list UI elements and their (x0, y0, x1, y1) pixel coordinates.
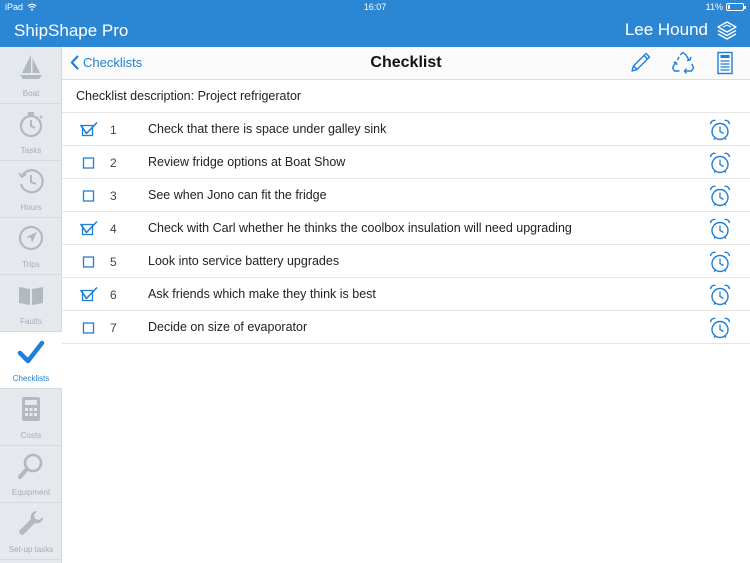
unchecked-checkbox-icon[interactable] (80, 319, 98, 337)
sidebar-label-checklists: Checklists (12, 374, 50, 383)
magnifier-icon (17, 452, 45, 480)
item-number: 1 (110, 123, 117, 137)
sidebar (0, 47, 62, 563)
sidebar-label-costs: Costs (20, 431, 42, 440)
battery-percent: 11% (705, 2, 723, 12)
checklist-row[interactable] (62, 245, 750, 278)
nav-bar (62, 47, 750, 80)
unchecked-checkbox-icon[interactable] (80, 154, 98, 172)
sidebar-label-hours: Hours (20, 203, 42, 212)
item-text: Ask friends which make they think is best (148, 287, 376, 301)
wrench-icon (17, 509, 45, 537)
battery-icon (726, 3, 744, 11)
open-book-icon (17, 281, 45, 309)
main-content (62, 47, 750, 563)
alarm-clock-icon[interactable] (708, 316, 732, 340)
checklist-row[interactable] (62, 146, 750, 179)
checklist-row[interactable] (62, 113, 750, 146)
item-text: Check that there is space under galley sink (148, 122, 387, 136)
user-account-button[interactable] (625, 20, 738, 40)
app-header (0, 14, 750, 47)
checklist-items (62, 113, 750, 344)
alarm-clock-icon[interactable] (708, 184, 732, 208)
checklist-row[interactable] (62, 179, 750, 212)
device-label: iPad (5, 2, 24, 12)
item-number: 3 (110, 189, 117, 203)
compass-arrow-icon (17, 224, 45, 252)
item-number: 4 (110, 222, 117, 236)
unchecked-checkbox-icon[interactable] (80, 253, 98, 271)
sidebar-item-faults[interactable] (0, 275, 62, 332)
sidebar-label-equipment: Equipment (11, 488, 51, 497)
back-button[interactable] (70, 55, 142, 70)
checklist-row[interactable] (62, 278, 750, 311)
item-number: 6 (110, 288, 117, 302)
calculator-icon (17, 395, 45, 423)
item-text: Look into service battery upgrades (148, 254, 340, 268)
item-text: Decide on size of evaporator (148, 320, 308, 334)
sidebar-item-tasks[interactable] (0, 104, 62, 161)
battery-fill (728, 5, 730, 9)
sidebar-item-equipment[interactable] (0, 446, 62, 503)
checklist-row[interactable] (62, 311, 750, 344)
checked-checkbox-icon[interactable] (80, 220, 98, 238)
checklist-description: Checklist description: Project refrigerator (62, 80, 750, 113)
back-button-label: Checklists (83, 55, 143, 70)
item-text: Review fridge options at Boat Show (148, 155, 346, 169)
sidebar-label-trips: Trips (22, 260, 40, 269)
alarm-clock-icon[interactable] (708, 217, 732, 241)
recycle-icon[interactable] (670, 51, 696, 75)
checklist-row[interactable] (62, 212, 750, 245)
checked-checkbox-icon[interactable] (80, 121, 98, 139)
sidebar-label-setup-tasks: Set-up tasks (8, 545, 54, 554)
edit-pencil-icon[interactable] (628, 51, 654, 75)
sidebar-label-faults: Faults (20, 317, 42, 326)
sidebar-item-setup-tasks[interactable] (0, 503, 62, 560)
layers-icon (716, 20, 738, 40)
sidebar-label-boat: Boat (22, 89, 40, 98)
page-title: Checklist (370, 54, 442, 71)
sidebar-item-costs[interactable] (0, 389, 62, 446)
nav-actions (628, 51, 738, 75)
alarm-clock-icon[interactable] (708, 151, 732, 175)
app-title: ShipShape Pro (14, 21, 129, 40)
item-number: 7 (110, 321, 117, 335)
stopwatch-icon (17, 110, 45, 138)
status-right (706, 2, 744, 12)
sidebar-item-checklists[interactable] (0, 332, 62, 389)
unchecked-checkbox-icon[interactable] (80, 187, 98, 205)
sailboat-icon (17, 53, 45, 81)
sidebar-item-hours[interactable] (0, 161, 62, 218)
sidebar-item-trips[interactable] (0, 218, 62, 275)
item-number: 2 (110, 156, 117, 170)
item-text: See when Jono can fit the fridge (148, 188, 327, 202)
alarm-clock-icon[interactable] (708, 118, 732, 142)
user-name: Lee Hound (624, 20, 708, 39)
item-number: 5 (110, 255, 117, 269)
checked-checkbox-icon[interactable] (80, 286, 98, 304)
item-text: Check with Carl whether he thinks the coolbox insulation will need upgrading (148, 221, 572, 235)
notes-page-icon[interactable] (712, 51, 738, 75)
alarm-clock-icon[interactable] (708, 250, 732, 274)
sidebar-item-boat[interactable] (0, 47, 62, 104)
sidebar-label-tasks: Tasks (20, 146, 42, 155)
status-bar (0, 0, 750, 14)
checkmark-icon (17, 338, 45, 366)
alarm-clock-icon[interactable] (708, 283, 732, 307)
chevron-left-icon (70, 55, 79, 70)
history-clock-icon (17, 167, 45, 195)
status-time: 16:07 (363, 2, 387, 12)
